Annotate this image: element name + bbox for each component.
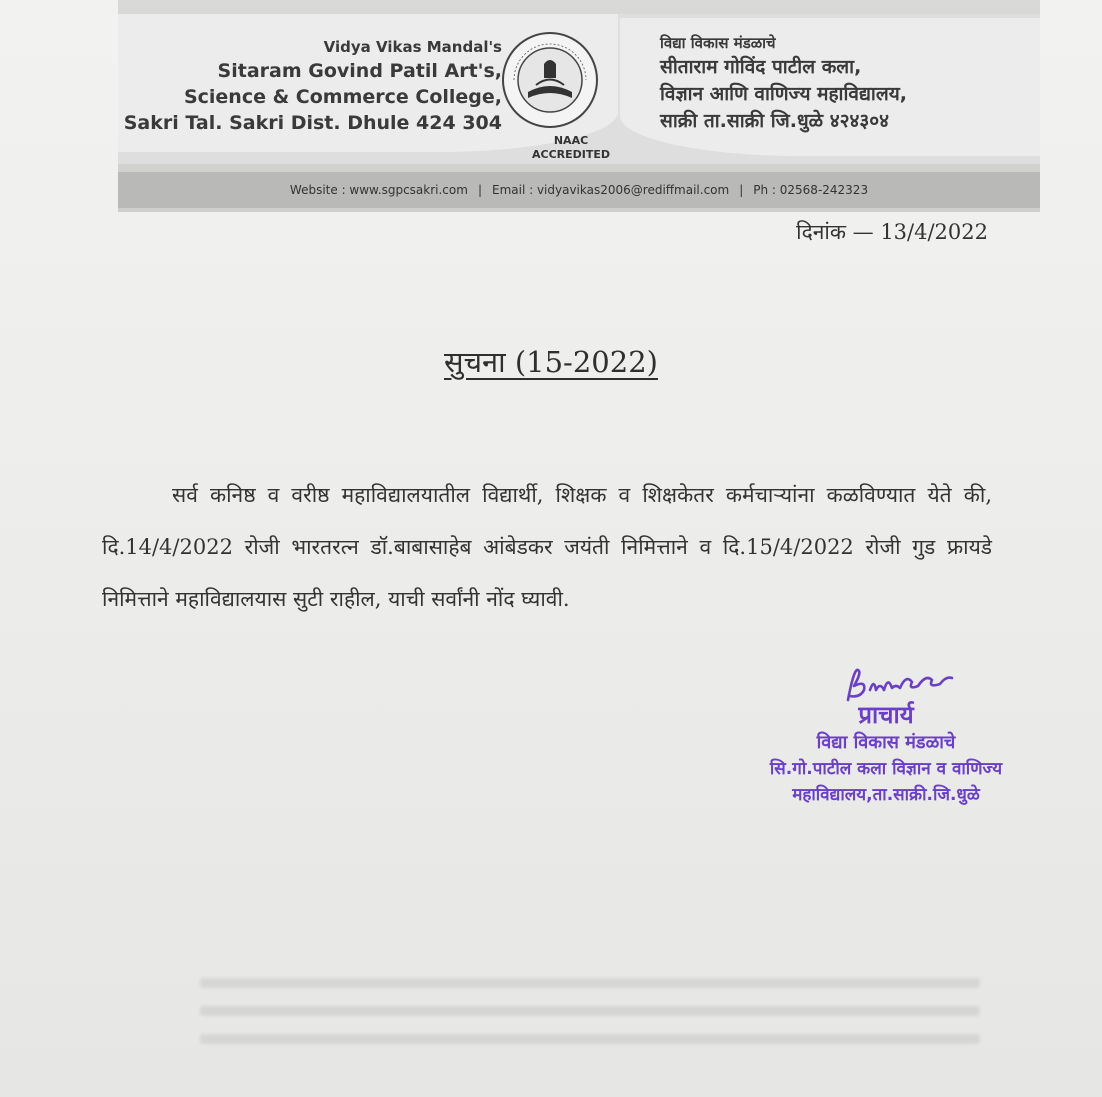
letterhead-english-block [124, 36, 502, 136]
phone-text: Ph : 02568-242323 [753, 183, 869, 197]
naac-badge [516, 134, 626, 162]
college-emblem-icon [500, 30, 600, 130]
marathi-college-faculties: विज्ञान आणि वाणिज्य महाविद्यालय, [660, 83, 907, 105]
letterhead-marathi-block [660, 32, 907, 135]
contact-separator: | [477, 183, 482, 197]
notice-title [0, 342, 1102, 381]
contact-bar [118, 172, 1040, 208]
notice-body: सर्व कनिष्ठ व वरीष्ठ महाविद्यालयातील विद्यार्थी, शिक्षक व शिक्षकेतर कर्मचाऱ्यांना कळविण्यात येते की, दि.14/4/2022 रोजी भारतरत्न डॉ.बाबासाहेब आंबेडकर जयंती निमित्ताने व दि.15/4/2022 रोजी गुड फ्रायडे निमित्ताने महाविद्यालयास सुटी राहील, याची सर्वांनी नोंद घ्यावी. [102, 483, 992, 611]
naac-accredited-label: ACCREDITED [531, 148, 610, 161]
marathi-society-name: विद्या विकास मंडळाचे [660, 34, 776, 52]
english-college-name: Sitaram Govind Patil Art's, [217, 60, 502, 82]
english-address: Sakri Tal. Sakri Dist. Dhule 424 304 [123, 112, 502, 134]
stamp-address: महाविद्यालय,ता.साक्री.जि.धुळे [792, 785, 980, 805]
website-text: Website : www.sgpcsakri.com [289, 183, 468, 197]
naac-label: NAAC [553, 134, 589, 147]
bleed-line [200, 1034, 980, 1044]
reverse-side-bleed-through [200, 960, 980, 1080]
marathi-college-name: सीताराम गोविंद पाटील कला, [660, 56, 862, 78]
principal-stamp [716, 700, 1056, 808]
notice-date: दिनांक — 13/4/2022 [796, 220, 988, 244]
stamp-society: विद्या विकास मंडळाचे [816, 732, 956, 753]
letterhead [118, 0, 1040, 212]
stamp-designation: प्राचार्य [858, 701, 914, 729]
english-college-faculties: Science & Commerce College, [183, 86, 502, 108]
contact-separator: | [739, 183, 744, 197]
marathi-address: साक्री ता.साक्री जि.धुळे ४२४३०४ [660, 110, 890, 132]
english-society-name: Vidya Vikas Mandal's [323, 38, 502, 56]
notice-title-text: सुचना (15-2022) [444, 345, 658, 379]
bleed-line [200, 1006, 980, 1016]
email-text: Email : vidyavikas2006@rediffmail.com [491, 183, 730, 197]
bleed-line [200, 978, 980, 988]
stamp-college: सि.गो.पाटील कला विज्ञान व वाणिज्य [769, 759, 1003, 779]
